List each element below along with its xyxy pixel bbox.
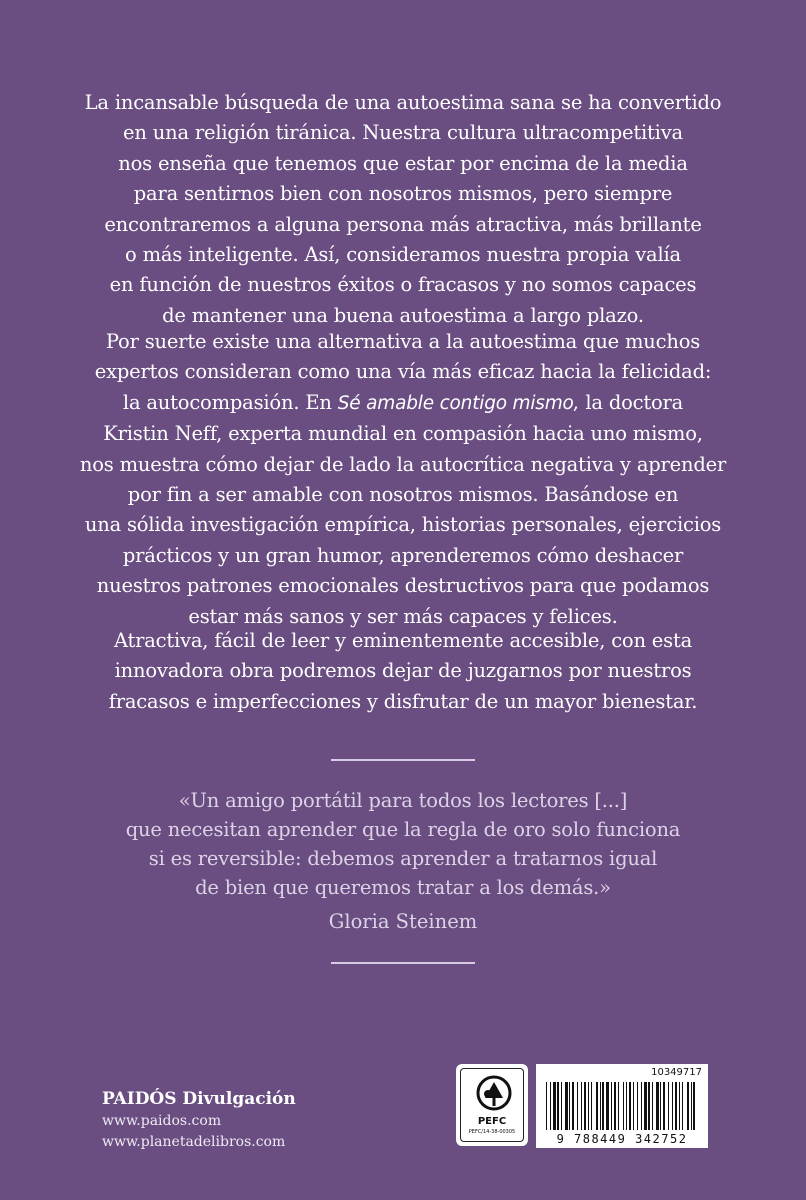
blurb-line: en función de nuestros éxitos o fracasos y no somos capaces (109, 273, 697, 297)
pefc-label: PEFC (477, 1116, 507, 1127)
publisher-url: www.paidos.com (102, 1113, 222, 1129)
publisher-brand: PAIDÓS Divulgación (102, 1089, 296, 1109)
publisher-url: www.planetadelibros.com (102, 1134, 286, 1150)
blurb-line: o más inteligente. Así, consideramos nuestra propia valía (125, 243, 681, 267)
quote-line: que necesitan aprender que la regla de oro solo funciona (125, 818, 681, 841)
book-title: Sé amable contigo mismo, (337, 392, 580, 414)
isbn-barcode (536, 1064, 708, 1148)
publisher-info (102, 1087, 296, 1153)
blurb-line: nos enseña que tenemos que estar por encima de la media (118, 151, 688, 175)
blurb-line: nuestros patrones emocionales destructivos para que podamos (96, 574, 710, 598)
pefc-tree-icon (475, 1074, 513, 1114)
blurb-line: una sólida investigación empírica, historias personales, ejercicios (84, 513, 722, 537)
blurb-line-with-title (60, 388, 746, 419)
blurb-line: innovadora obra podremos dejar de juzgarnos por nuestros (114, 659, 692, 683)
quote-author: Gloria Steinem (328, 910, 478, 933)
pefc-certification-logo (456, 1064, 528, 1146)
blurb-text: la doctora (579, 390, 684, 414)
divider-top (331, 759, 475, 761)
pefc-code: PEFC/14-38-00305 (468, 1129, 516, 1135)
blurb-line: Por suerte existe una alternativa a la autoestima que muchos (105, 330, 701, 353)
quote-line: «Un amigo portátil para todos los lectores [...] (178, 789, 628, 812)
blurb-line: para sentirnos bien con nosotros mismos, pero siempre (133, 182, 673, 206)
blurb-text: la autocompasión. En (122, 390, 338, 414)
divider-bottom (331, 962, 475, 964)
quote-line: si es reversible: debemos aprender a tratarnos igual (148, 847, 658, 870)
blurb-line: expertos consideran como una vía más eficaz hacia la felicidad: (94, 360, 712, 384)
blurb-paragraph-3 (60, 626, 746, 717)
pefc-frame (460, 1068, 524, 1142)
blurb-paragraph-1 (60, 88, 746, 331)
isbn-digits: 9 788449 342752 (556, 1132, 688, 1146)
blurb-line: Atractiva, fácil de leer y eminentemente accesible, con esta (113, 629, 693, 652)
blurb-paragraph-2 (60, 327, 746, 632)
blurb-line: en una religión tiránica. Nuestra cultura ultracompetitiva (123, 121, 683, 145)
blurb-line: de mantener una buena autoestima a largo plazo. (162, 303, 644, 327)
blurb-line: fracasos e imperfecciones y disfrutar de un mayor bienestar. (108, 689, 698, 713)
blurb-line: Kristin Neff, experta mundial en compasión hacia uno mismo, (103, 422, 703, 446)
blurb-line: encontraremos a alguna persona más atractiva, más brillante (104, 212, 702, 236)
quote-line: de bien que queremos tratar a los demás.» (195, 876, 611, 899)
testimonial-quote (60, 786, 746, 902)
barcode-bars-icon (546, 1082, 698, 1130)
blurb-line: estar más sanos y ser más capaces y felices. (188, 604, 618, 628)
blurb-line: prácticos y un gran humor, aprenderemos cómo deshacer (122, 543, 684, 567)
blurb-line: La incansable búsqueda de una autoestima sana se ha convertido (84, 91, 722, 114)
blurb-line: nos muestra cómo dejar de lado la autocrítica negativa y aprender (79, 452, 727, 476)
product-code: 10349717 (651, 1067, 702, 1078)
blurb-line: por fin a ser amable con nosotros mismos. Basándose en (127, 483, 679, 507)
